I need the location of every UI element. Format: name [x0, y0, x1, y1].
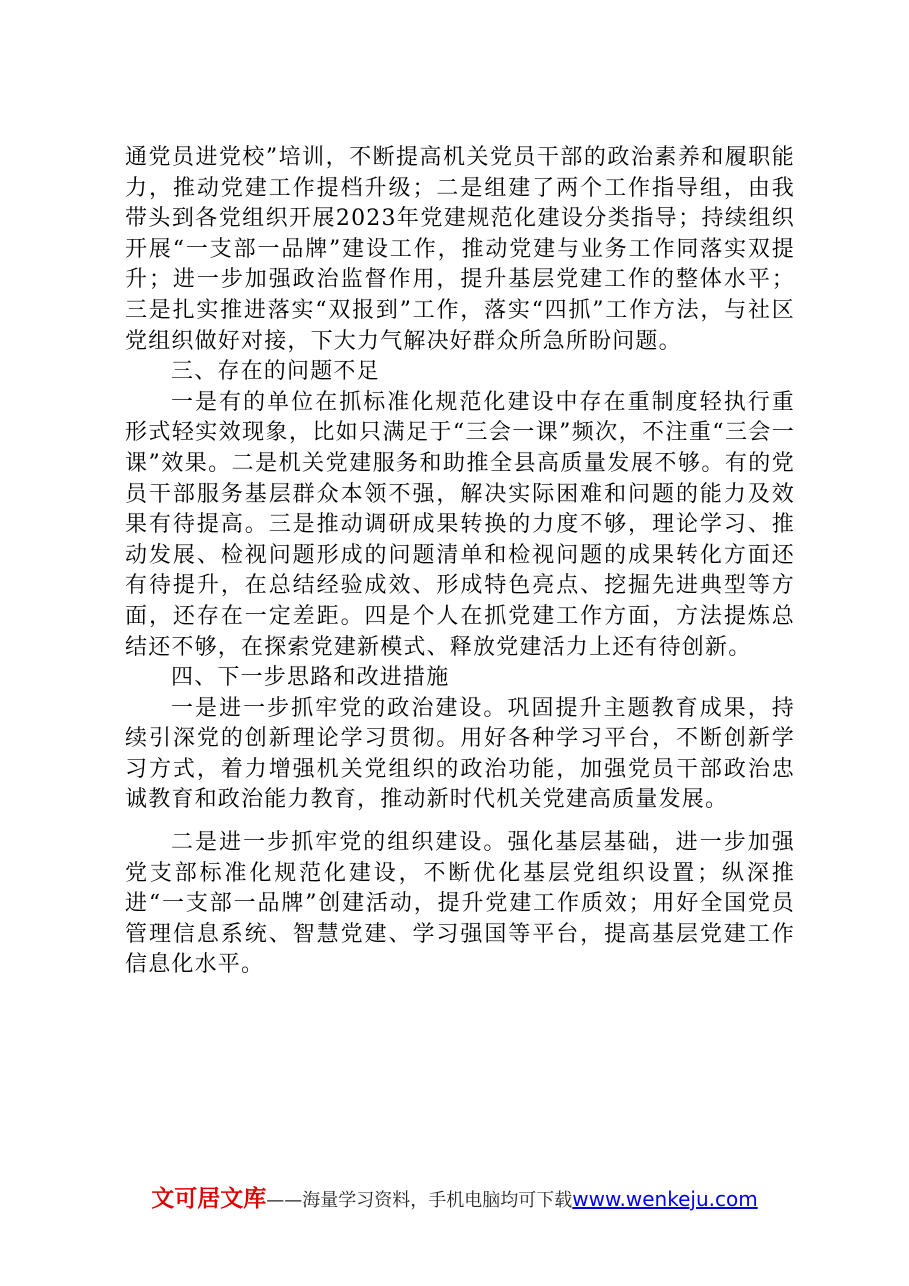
footer-watermark [0, 1180, 909, 1213]
paragraph-problems: 一是有的单位在抓标准化规范化建设中存在重制度轻执行重形式轻实效现象，比如只满足于“三会一课”频次，不注重“三会一课”效果。二是机关党建服务和助推全县高质量发展不够。有的党员干部服务基层群众本领不强，解决实际困难和问题的能力及效果有待提高。三是推动调研成果转换的力度不够，理论学习、推动发展、检视问题形成的问题清单和检视问题的成果转化方面还有待提升，在总结经验成效、形成特色亮点、挖掘先进典型等方面，还存在一定差距。四是个人在抓党建工作方面，方法提炼总结还不够，在探索党建新模式、释放党建活力上还有待创新。 [125, 389, 795, 660]
section-heading-problems: 三、存在的问题不足 [171, 359, 380, 385]
document-body [125, 143, 795, 981]
footer-tagline: ——海量学习资料，手机电脑均可下载 [266, 1190, 573, 1211]
section-heading-next-steps: 四、下一步思路和改进措施 [171, 665, 450, 691]
paragraph-organizational-building: 二是进一步抓牢党的组织建设。强化基层基础，进一步加强党支部标准化规范化建设，不断优化基层党组织设置；纵深推进“一支部一品牌”创建活动，提升党建工作质效；用好全国党员管理信息系统、智慧党建、学习强国等平台，提高基层党建工作信息化水平。 [125, 830, 795, 978]
paragraph-political-building: 一是进一步抓牢党的政治建设。巩固提升主题教育成果，持续引深党的创新理论学习贯彻。用好各种学习平台，不断创新学习方式，着力增强机关党组织的政治功能，加强党员干部政治忠诚教育和政治能力教育，推动新时代机关党建高质量发展。 [125, 695, 795, 813]
paragraph-continued: 通党员进党校”培训，不断提高机关党员干部的政治素养和履职能力，推动党建工作提档升级；二是组建了两个工作指导组，由我带头到各党组织开展2023年党建规范化建设分类指导；持续组织开展“一支部一品牌”建设工作，推动党建与业务工作同落实双提升；进一步加强政治监督作用，提升基层党建工作的整体水平；三是扎实推进落实“双报到”工作，落实“四抓”工作方法，与社区党组织做好对接，下大力气解决好群众所急所盼问题。 [125, 145, 795, 354]
footer-brand: 文可居文库 [151, 1186, 267, 1212]
footer-link[interactable]: www.wenkeju.com [572, 1187, 758, 1211]
